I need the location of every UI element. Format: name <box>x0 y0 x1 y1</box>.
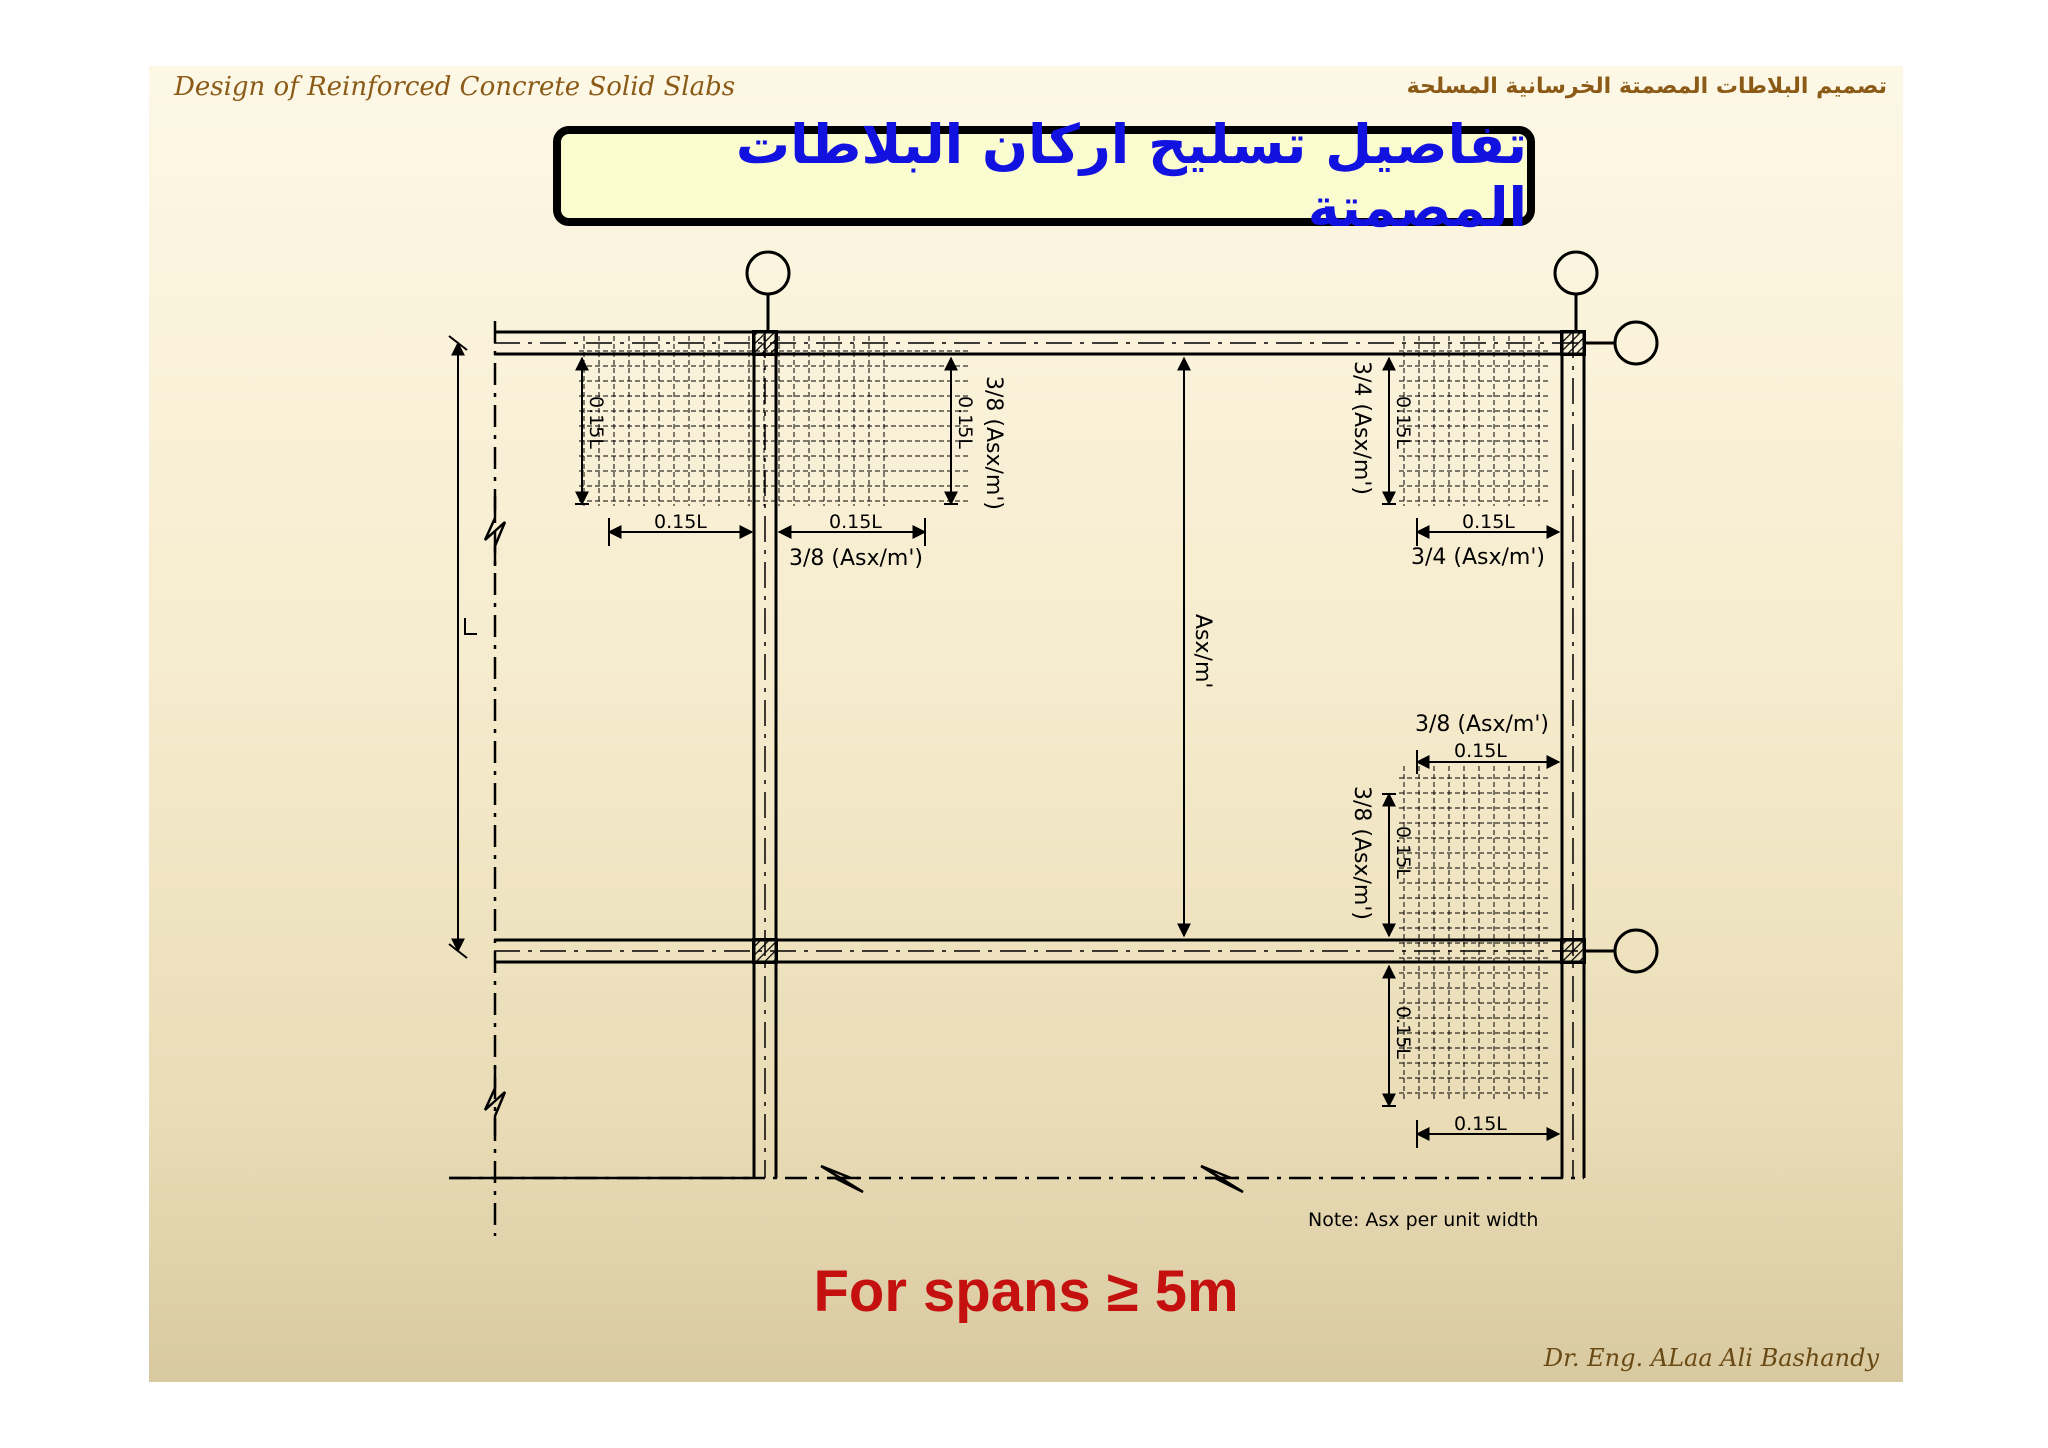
br-v-dim: 0.15L <box>1392 826 1414 879</box>
tl-h-dim2: 0.15L <box>829 511 882 533</box>
br-top-dim: 0.15L <box>1454 740 1507 762</box>
break-symbols <box>485 496 1243 1192</box>
author-footer: Dr. Eng. ALaa Ali Bashandy <box>1543 1344 1879 1372</box>
br-low-v-dim: 0.15L <box>1392 1006 1414 1059</box>
tl-h-ratio: 3/8 (Asx/m') <box>789 546 923 571</box>
slide-title: تفاصيل تسليح اركان البلاطات المصمتة <box>735 113 1527 239</box>
reinforcement-drawing <box>149 66 1903 1382</box>
span-label-visible: L <box>467 632 468 633</box>
drawing-note: Note: Asx per unit width <box>1308 1209 1539 1231</box>
br-low-h-dim: 0.15L <box>1454 1113 1507 1135</box>
span-dimension <box>449 336 477 958</box>
beams <box>494 332 1584 1178</box>
spans-note: For spans ≥ 5m <box>813 1259 1239 1324</box>
mesh-top-right <box>1399 336 1549 506</box>
mesh-top-left <box>579 336 969 506</box>
slab-edges <box>449 321 1584 1236</box>
tl-h-dim: 0.15L <box>654 511 707 533</box>
slide <box>149 66 1903 1382</box>
tl-v-dim: 0.15L <box>585 396 607 449</box>
tr-v-ratio: 3/4 (Asx/m') <box>1349 361 1374 495</box>
br-top-ratio: 3/8 (Asx/m') <box>1415 712 1549 737</box>
mid-label: Asx/m' <box>1190 614 1215 689</box>
header-left-title: Design of Reinforced Concrete Solid Slabs <box>174 72 736 102</box>
mesh-bottom-right <box>1399 766 1549 1101</box>
beam-centerlines <box>494 332 1584 1178</box>
header-right-title: تصميم البلاطات المصمتة الخرسانية المسلحة <box>1406 74 1887 99</box>
tl-v-ratio: 3/8 (Asx/m') <box>981 376 1006 510</box>
tr-h-dim: 0.15L <box>1462 511 1515 533</box>
br-v-ratio: 3/8 (Asx/m') <box>1349 786 1374 920</box>
tl-v-dim2: 0.15L <box>954 396 976 449</box>
tr-v-dim: 0.15L <box>1392 396 1414 449</box>
tr-h-ratio: 3/4 (Asx/m') <box>1411 545 1545 570</box>
